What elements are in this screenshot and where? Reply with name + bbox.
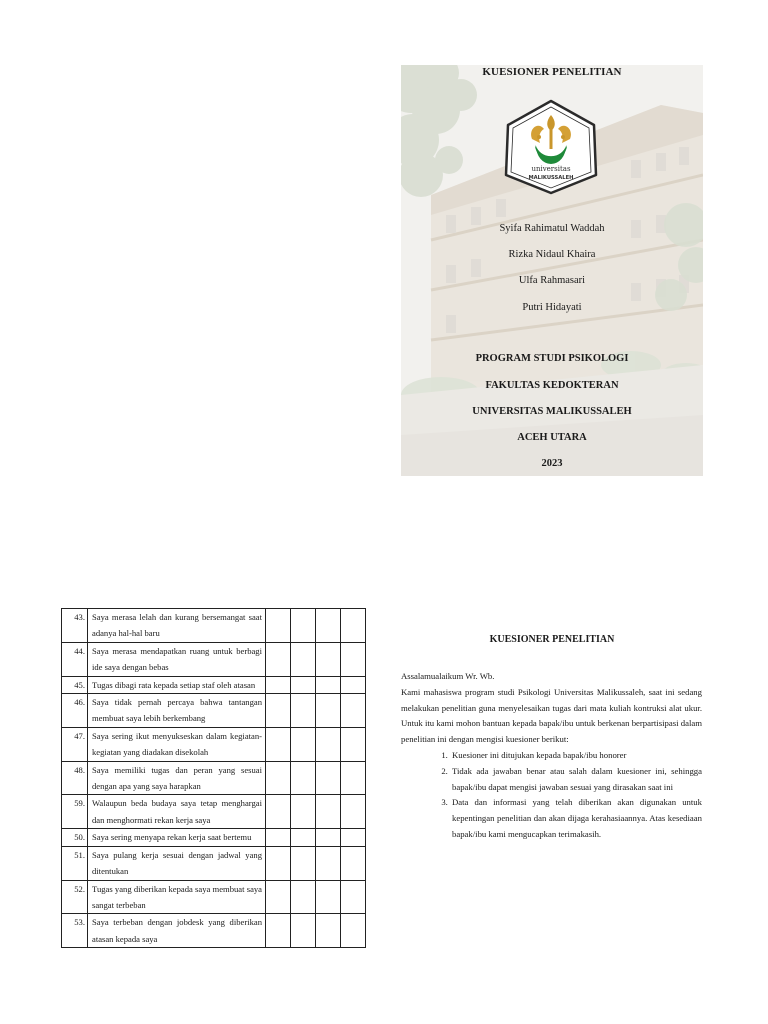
- answer-cell[interactable]: [266, 914, 291, 948]
- table-row: [62, 795, 366, 829]
- answer-cell[interactable]: [316, 609, 341, 643]
- answer-cell[interactable]: [266, 727, 291, 761]
- answer-cell[interactable]: [291, 761, 316, 795]
- item-statement: Saya sering ikut menyukseskan dalam kegiatan-kegiatan yang diadakan disekolah: [88, 727, 266, 761]
- answer-cell[interactable]: [266, 846, 291, 880]
- list-item: 3. Data dan informasi yang telah diberikan akan digunakan untuk kepentingan penelitian dan akan dijaga kerahasiaannya. Atas kesediaan bapak/ibu kami mengucapkan terimakasih.: [450, 795, 702, 842]
- answer-cell[interactable]: [316, 694, 341, 728]
- item-statement: Saya pulang kerja sesuai dengan jadwal yang ditentukan: [88, 846, 266, 880]
- table-row: [62, 880, 366, 914]
- answer-cell[interactable]: [341, 676, 366, 693]
- table-row: [62, 609, 366, 643]
- logo-text-top: universitas: [531, 165, 571, 173]
- item-number: 45.: [62, 676, 88, 693]
- university-logo: [498, 97, 604, 197]
- region: ACEH UTARA: [517, 432, 587, 443]
- answer-cell[interactable]: [341, 829, 366, 846]
- answer-cell[interactable]: [341, 642, 366, 676]
- answer-cell[interactable]: [316, 914, 341, 948]
- logo-text-bottom: MALIKUSSALEH: [528, 175, 574, 181]
- item-statement: Saya memiliki tugas dan peran yang sesuai dengan apa yang saya harapkan: [88, 761, 266, 795]
- table-row: [62, 642, 366, 676]
- item-statement: Saya sering menyapa rekan kerja saat bertemu: [88, 829, 266, 846]
- answer-cell[interactable]: [341, 795, 366, 829]
- answer-cell[interactable]: [291, 694, 316, 728]
- item-statement: Tugas yang diberikan kepada saya membuat saya sangat terbeban: [88, 880, 266, 914]
- item-statement: Saya merasa lelah dan kurang bersemangat saat adanya hal-hal baru: [88, 609, 266, 643]
- answer-cell[interactable]: [266, 880, 291, 914]
- table-row: [62, 694, 366, 728]
- answer-cell[interactable]: [341, 761, 366, 795]
- item-number: 43.: [62, 609, 88, 643]
- intro-body: [401, 669, 702, 843]
- author-name: Syifa Rahimatul Waddah: [499, 223, 605, 234]
- item-number: 50.: [62, 829, 88, 846]
- university-name: UNIVERSITAS MALIKUSSALEH: [472, 406, 632, 417]
- answer-cell[interactable]: [291, 880, 316, 914]
- cover-page: [401, 65, 703, 476]
- table-row: [62, 829, 366, 846]
- answer-cell[interactable]: [341, 846, 366, 880]
- answer-cell[interactable]: [341, 914, 366, 948]
- answer-cell[interactable]: [266, 694, 291, 728]
- answer-cell[interactable]: [316, 642, 341, 676]
- answer-cell[interactable]: [316, 795, 341, 829]
- answer-cell[interactable]: [316, 676, 341, 693]
- author-name: Putri Hidayati: [522, 302, 582, 313]
- answer-cell[interactable]: [266, 829, 291, 846]
- item-number: 47.: [62, 727, 88, 761]
- year: 2023: [541, 458, 563, 469]
- list-item: 2. Tidak ada jawaban benar atau salah dalam kuesioner ini, sehingga bapak/ibu dapat mengisi jawaban sesuai yang dirasakan saat ini: [450, 764, 702, 796]
- item-number: 44.: [62, 642, 88, 676]
- answer-cell[interactable]: [341, 609, 366, 643]
- cover-title: KUESIONER PENELITIAN: [482, 66, 622, 78]
- item-number: 59.: [62, 795, 88, 829]
- table-row: [62, 727, 366, 761]
- answer-cell[interactable]: [341, 694, 366, 728]
- questionnaire-table: [61, 608, 366, 948]
- table-row: [62, 676, 366, 693]
- intro-paragraph: Kami mahasiswa program studi Psikologi Universitas Malikussaleh, saat ini sedang melakukan penelitian guna menyelesaikan tugas dari mata kuliah kontruksi alat ukur. Untuk itu kami mohon bantuan kepada bapak/ibu untuk berkenan berpartisipasi dalam penelitian ini dengan mengisi kuesioner berikut:: [401, 686, 702, 745]
- answer-cell[interactable]: [316, 880, 341, 914]
- answer-cell[interactable]: [291, 829, 316, 846]
- item-number: 46.: [62, 694, 88, 728]
- table-row: [62, 914, 366, 948]
- table-row: [62, 761, 366, 795]
- item-number: 52.: [62, 880, 88, 914]
- answer-cell[interactable]: [316, 846, 341, 880]
- answer-cell[interactable]: [291, 676, 316, 693]
- faculty: FAKULTAS KEDOKTERAN: [485, 380, 619, 391]
- study-program: PROGRAM STUDI PSIKOLOGI: [475, 353, 629, 364]
- item-statement: Saya tidak pernah percaya bahwa tantangan membuat saya lebih berkembang: [88, 694, 266, 728]
- item-number: 48.: [62, 761, 88, 795]
- answer-cell[interactable]: [291, 914, 316, 948]
- answer-cell[interactable]: [291, 609, 316, 643]
- answer-cell[interactable]: [291, 846, 316, 880]
- table-row: [62, 846, 366, 880]
- answer-cell[interactable]: [266, 609, 291, 643]
- answer-cell[interactable]: [266, 676, 291, 693]
- answer-cell[interactable]: [291, 642, 316, 676]
- instruction-list: [401, 748, 702, 843]
- answer-cell[interactable]: [341, 880, 366, 914]
- greeting: Assalamualaikum Wr. Wb.: [401, 671, 495, 681]
- item-statement: Saya merasa mendapatkan ruang untuk berbagi ide saya dengan bebas: [88, 642, 266, 676]
- answer-cell[interactable]: [266, 761, 291, 795]
- item-number: 53.: [62, 914, 88, 948]
- item-statement: Saya terbeban dengan jobdesk yang diberikan atasan kepada saya: [88, 914, 266, 948]
- answer-cell[interactable]: [341, 727, 366, 761]
- answer-cell[interactable]: [316, 761, 341, 795]
- answer-cell[interactable]: [291, 727, 316, 761]
- item-statement: Tugas dibagi rata kepada setiap staf oleh atasan: [88, 676, 266, 693]
- item-number: 51.: [62, 846, 88, 880]
- cover-content: [401, 65, 703, 476]
- answer-cell[interactable]: [266, 795, 291, 829]
- item-statement: Walaupun beda budaya saya tetap menghargai dan menghormati rekan kerja saya: [88, 795, 266, 829]
- author-name: Ulfa Rahmasari: [518, 275, 586, 286]
- answer-cell[interactable]: [316, 727, 341, 761]
- intro-title: KUESIONER PENELITIAN: [489, 634, 615, 645]
- answer-cell[interactable]: [316, 829, 341, 846]
- list-item: 1. Kuesioner ini ditujukan kepada bapak/ibu honorer: [450, 748, 702, 764]
- answer-cell[interactable]: [291, 795, 316, 829]
- author-name: Rizka Nidaul Khaira: [508, 249, 596, 260]
- answer-cell[interactable]: [266, 642, 291, 676]
